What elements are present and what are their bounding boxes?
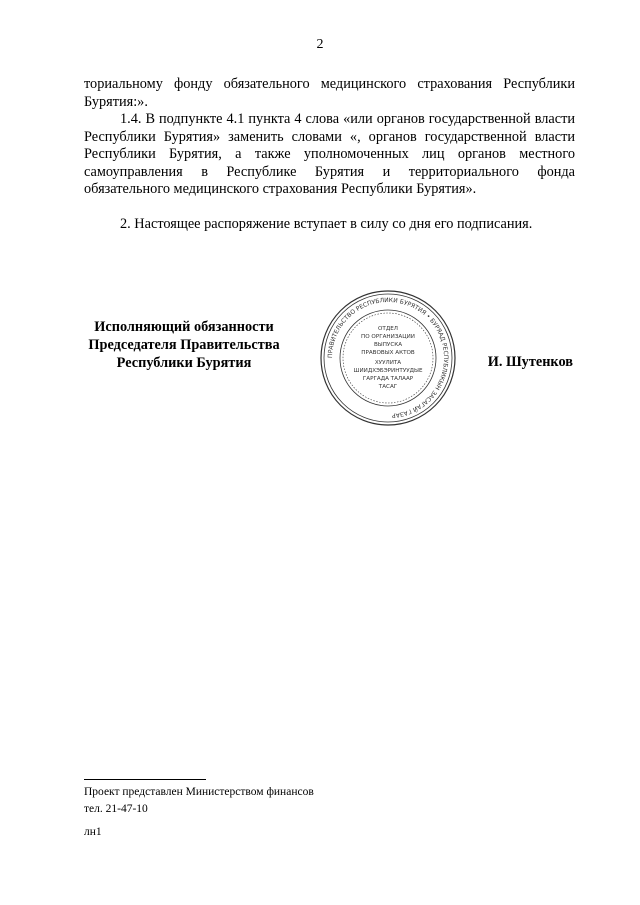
svg-text:ВЫПУСКА: ВЫПУСКА: [373, 342, 403, 348]
official-seal: [318, 288, 458, 428]
svg-text:ХУУЛИТА: ХУУЛИТА: [374, 360, 402, 366]
signatory-title-line-2: Председателя Правительства: [88, 337, 280, 353]
footnote-divider: [84, 779, 206, 780]
svg-text:ТАСАГ: ТАСАГ: [378, 384, 398, 390]
svg-text:ОТДЕЛ: ОТДЕЛ: [378, 326, 398, 332]
footnote-phone: тел. 21-47-10: [84, 803, 148, 815]
footnote-submitted-by: Проект представлен Министерством финансов: [84, 786, 314, 798]
seal-ring-text: ПРАВИТЕЛЬСТВО РЕСПУБЛИКИ БУРЯТИЯ • БУРЯАД РЕСПУБЛИКЫН ЗАСАГАЙ ГАЗАР: [326, 296, 450, 419]
seal-center-text: [353, 326, 423, 390]
paragraph-1-4: 1.4. В подпункте 4.1 пункта 4 слова «или органов государственной власти Республики Бурятия» заменить словами «, органов государственной власти Республики Бурятия, а также уполномоченных лиц органов местного самоуправления в Республике Бурятия и территориального фонда обязательного медицинского страхования Республики Бурятия».: [84, 111, 575, 197]
signatory-title: [84, 318, 284, 372]
signatory-title-line-1: Исполняющий обязанности: [94, 319, 274, 335]
paragraph-continuation: ториальному фонду обязательного медицинского страхования Республики Бурятия:».: [84, 76, 575, 110]
document-body: [84, 76, 575, 233]
page-number: 2: [316, 37, 324, 52]
svg-text:ПО ОРГАНИЗАЦИИ: ПО ОРГАНИЗАЦИИ: [361, 334, 415, 340]
signatory-title-line-3: Республики Бурятия: [116, 355, 252, 371]
svg-text:ШИИДХЭБЭРИНТУУДЫЕ: ШИИДХЭБЭРИНТУУДЫЕ: [353, 368, 423, 374]
footnote-code: лн1: [84, 826, 102, 838]
footnote: [84, 784, 314, 841]
paragraph-2: 2. Настоящее распоряжение вступает в силу со дня его подписания.: [120, 215, 533, 232]
svg-text:ГАРГАДА ТАЛААР: ГАРГАДА ТАЛААР: [362, 376, 414, 382]
signatory-name: И. Шутенков: [487, 354, 573, 370]
svg-text:ПРАВОВЫХ АКТОВ: ПРАВОВЫХ АКТОВ: [361, 350, 415, 356]
